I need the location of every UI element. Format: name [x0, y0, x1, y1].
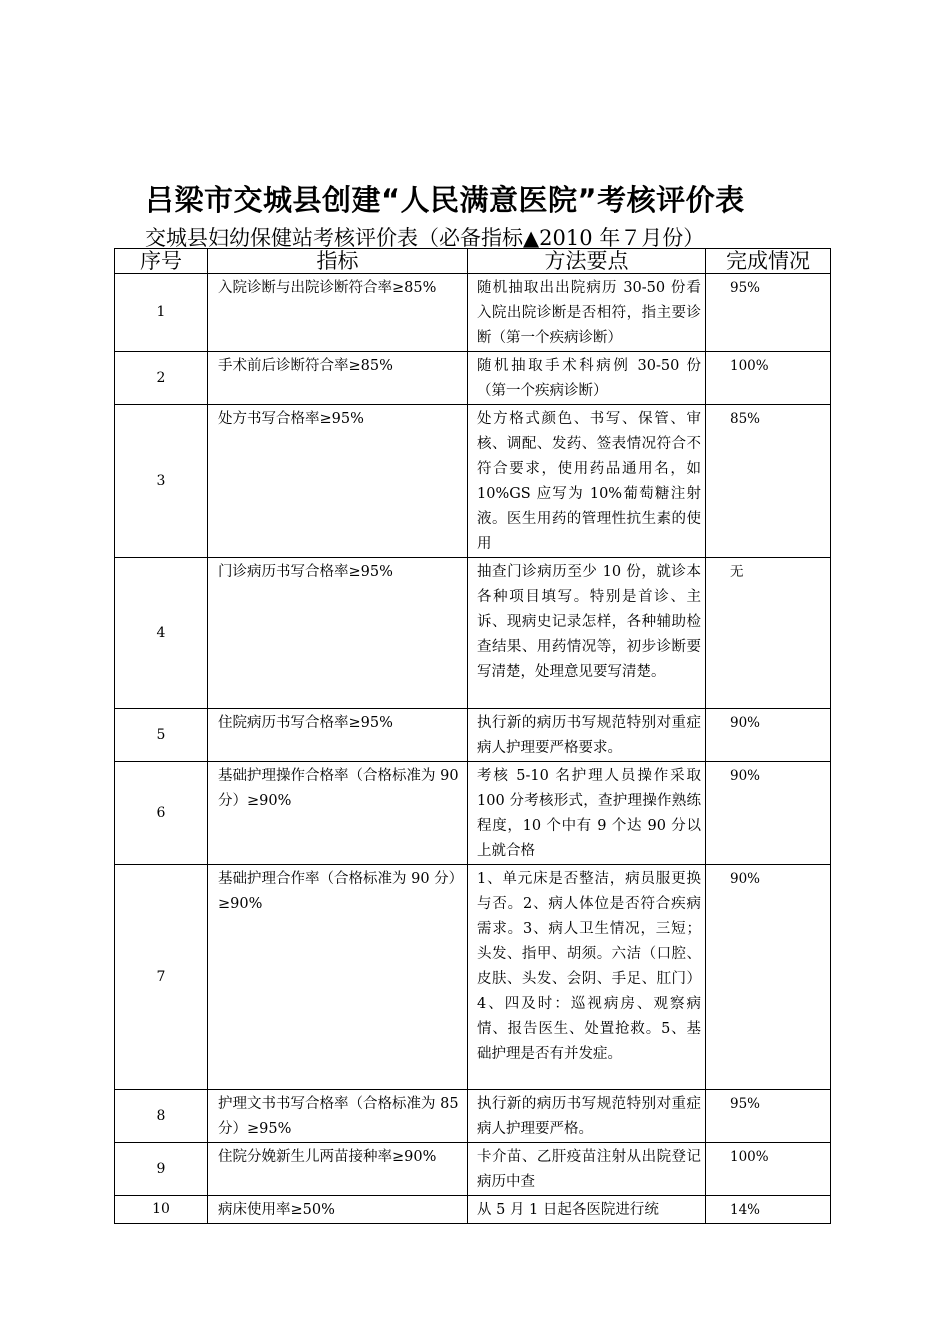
table-row — [115, 1196, 831, 1224]
row-indicator: 手术前后诊断符合率≥85% — [208, 352, 468, 405]
row-seq: 6 — [115, 762, 208, 865]
row-method: 考核 5-10 名护理人员操作采取 100 分考核形式，查护理操作熟练程度，10 个中有 9 个达 90 分以上就合格 — [468, 762, 706, 865]
row-indicator: 住院分娩新生儿两苗接种率≥90% — [208, 1143, 468, 1196]
row-result: 14% — [706, 1196, 831, 1224]
row-seq: 5 — [115, 709, 208, 762]
row-result: 无 — [706, 558, 831, 709]
evaluation-table — [114, 248, 831, 1224]
row-result: 95% — [706, 274, 831, 352]
table-row — [115, 558, 831, 709]
header-result: 完成情况 — [706, 249, 831, 274]
row-method: 处方格式颜色、书写、保管、审核、调配、发药、签表情况符合不符合要求，使用药品通用名，如 10%GS 应写为 10%葡萄糖注射液。医生用药的管理性抗生素的使用 — [468, 405, 706, 558]
table-row — [115, 274, 831, 352]
row-method: 1、单元床是否整洁，病员服更换与否。2、病人体位是否符合疾病需求。3、病人卫生情况，三短；头发、指甲、胡须。六洁（口腔、皮肤、头发、会阴、手足、肛门）4、四及时：巡视病房、观察病情、报告医生、处置抢救。5、基础护理是否有并发症。 — [468, 865, 706, 1090]
row-indicator: 处方书写合格率≥95% — [208, 405, 468, 558]
row-indicator: 护理文书书写合格率（合格标准为 85 分）≥95% — [208, 1090, 468, 1143]
header-indicator: 指标 — [208, 249, 468, 274]
table-row — [115, 405, 831, 558]
row-indicator: 基础护理操作合格率（合格标准为 90 分）≥90% — [208, 762, 468, 865]
row-method: 执行新的病历书写规范特别对重症病人护理要严格。 — [468, 1090, 706, 1143]
table-row — [115, 709, 831, 762]
header-seq: 序号 — [115, 249, 208, 274]
row-seq: 7 — [115, 865, 208, 1090]
row-result: 90% — [706, 762, 831, 865]
row-seq: 1 — [115, 274, 208, 352]
row-result: 100% — [706, 1143, 831, 1196]
row-indicator: 病床使用率≥50% — [208, 1196, 468, 1224]
row-method: 随机抽取出出院病历 30-50 份看入院出院诊断是否相符，指主要诊断（第一个疾病诊断） — [468, 274, 706, 352]
row-indicator: 入院诊断与出院诊断符合率≥85% — [208, 274, 468, 352]
row-indicator: 门诊病历书写合格率≥95% — [208, 558, 468, 709]
table-header-row — [115, 249, 831, 274]
row-seq: 3 — [115, 405, 208, 558]
row-method: 卡介苗、乙肝疫苗注射从出院登记病历中查 — [468, 1143, 706, 1196]
row-method: 抽查门诊病历至少 10 份，就诊本各种项目填写。特别是首诊、主诉、现病史记录怎样，各种辅助检查结果、用药情况等，初步诊断要写清楚，处理意见要写清楚。 — [468, 558, 706, 709]
table-row — [115, 352, 831, 405]
row-indicator: 基础护理合作率（合格标准为 90 分）≥90% — [208, 865, 468, 1090]
table-row — [115, 1143, 831, 1196]
row-result: 95% — [706, 1090, 831, 1143]
row-method: 随机抽取手术科病例 30-50 份（第一个疾病诊断） — [468, 352, 706, 405]
table-row — [115, 762, 831, 865]
page-subtitle: 交城县妇幼保健站考核评价表（必备指标▲2010 年７月份） — [145, 226, 705, 250]
row-seq: 10 — [115, 1196, 208, 1224]
row-result: 90% — [706, 865, 831, 1090]
header-method: 方法要点 — [468, 249, 706, 274]
row-result: 85% — [706, 405, 831, 558]
page-title: 吕梁市交城县创建“人民满意医院”考核评价表 — [145, 183, 745, 217]
row-result: 100% — [706, 352, 831, 405]
row-method: 执行新的病历书写规范特别对重症病人护理要严格要求。 — [468, 709, 706, 762]
row-seq: 9 — [115, 1143, 208, 1196]
row-seq: 4 — [115, 558, 208, 709]
table-row — [115, 865, 831, 1090]
row-seq: 8 — [115, 1090, 208, 1143]
row-indicator: 住院病历书写合格率≥95% — [208, 709, 468, 762]
table-row — [115, 1090, 831, 1143]
row-method: 从 5 月 1 日起各医院进行统 — [468, 1196, 706, 1224]
row-result: 90% — [706, 709, 831, 762]
row-seq: 2 — [115, 352, 208, 405]
